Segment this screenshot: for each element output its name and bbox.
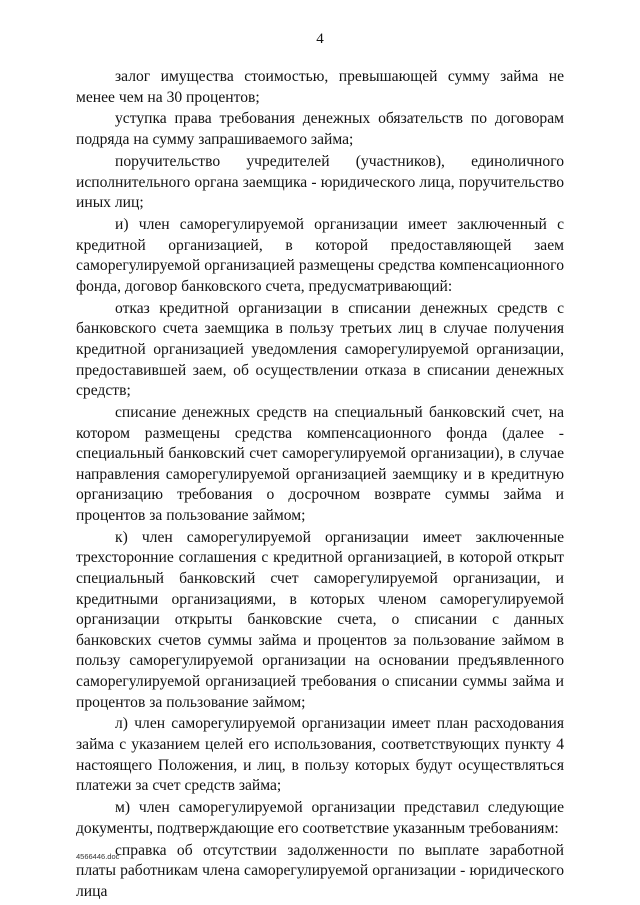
paragraph-collateral: залог имущества стоимостью, превышающей сумму займа не менее чем на 30 процентов; (76, 68, 564, 106)
paragraph-item-l: л) член саморегулируемой организации имеет план расходования займа с указанием целей его использования, соответствующих пункту 4 настоящего Положения, и лиц, в пользу которых будут осуществляться платежи за счет средств займа; (76, 715, 564, 795)
paragraph-assignment: уступка права требования денежных обязательств по договорам подряда на сумму запрашиваемого займа; (76, 110, 564, 149)
paragraph-item-i: и) член саморегулируемой организации имеет заключенный с кредитной организацией, в которой предоставляющей заем саморегулируемой организацией размещены средства компенсационного фонда, договор банковского счета, предусматривающий: (76, 216, 564, 295)
paragraph-refusal: отказ кредитной организации в списании денежных средств с банковского счета заемщика в пользу третьих лиц в случае получения кредитной организацией уведомления саморегулируемой организации, предоставившей заем, об осуществлении отказа в списании денежных средств; (76, 299, 564, 400)
document-body (76, 67, 564, 904)
paragraph-item-m: м) член саморегулируемой организации представил следующие документы, подтверждающие его соответствие указанным требованиям: (76, 799, 564, 837)
page-number: 4 (316, 31, 324, 47)
paragraph-write-off: списание денежных средств на специальный банковский счет, на котором размещены средства компенсационного фонда (далее - специальный банковский счет саморегулируемой организации), в случае направления саморегулируемой организацией заемщику и в кредитную организацию требования о досрочном возврате суммы займа и процентов за пользование займом; (76, 403, 564, 524)
footer-file-name: 4566446.doc (76, 852, 120, 861)
paragraph-certificate: справка об отсутствии задолженности по выплате заработной платы работникам члена саморегулируемой организации - юридического лица (76, 841, 564, 900)
paragraph-item-k: к) член саморегулируемой организации имеет заключенные трехсторонние соглашения с кредитной организацией, в которой открыт специальный банковский счет саморегулируемой организации, и кредитными организациями, в которых членом саморегулируемой организации открыты банковские счета, о списании с данных банковских счетов суммы займа и процентов за пользование займом в пользу саморегулируемой организации на основании предъявленного саморегулируемой организацией требования о списании суммы займа и процентов за пользование займом; (76, 528, 564, 711)
paragraph-guarantee: поручительство учредителей (участников), единоличного исполнительного органа заемщика - юридического лица, поручительство иных лиц; (76, 152, 564, 212)
